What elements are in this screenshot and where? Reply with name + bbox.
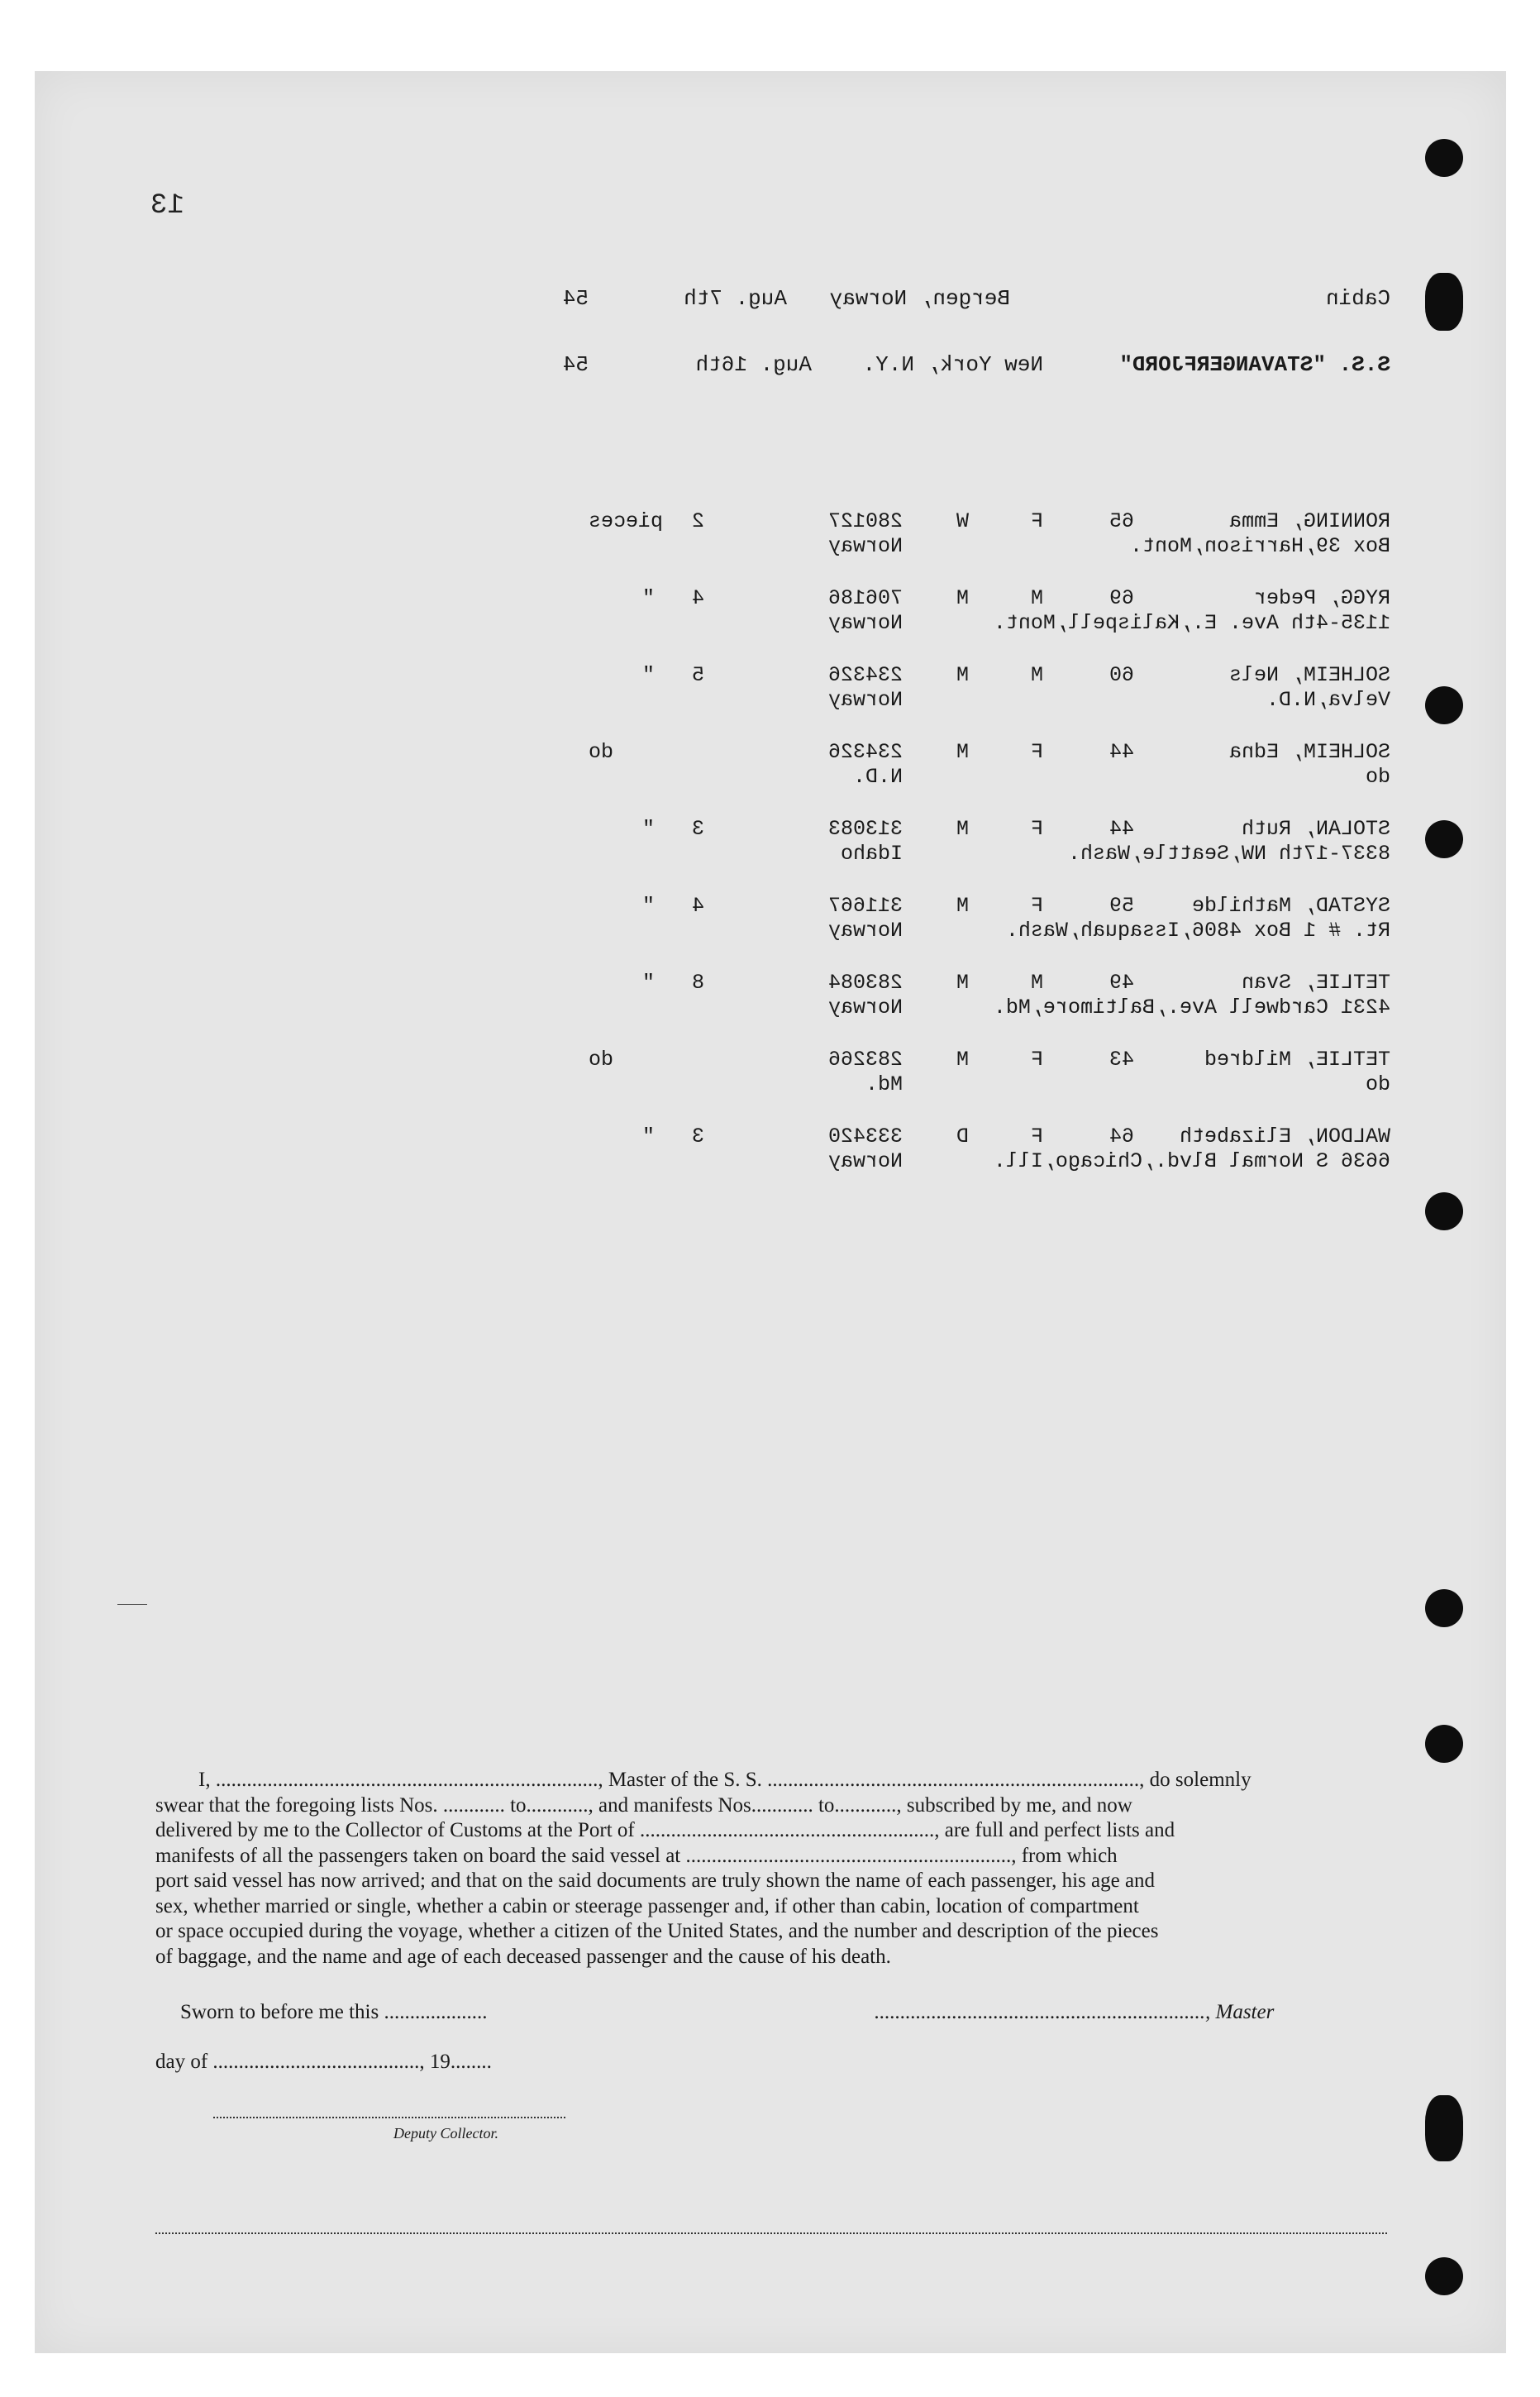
manifest-page: [35, 71, 1506, 2353]
passenger-cert: 311667: [827, 894, 903, 918]
passenger-age: 59: [1109, 894, 1134, 918]
passenger-address: do: [1365, 1072, 1390, 1096]
punch-hole: [1425, 1192, 1463, 1230]
passenger-cert: 706186: [827, 586, 903, 610]
punch-hole: [1425, 686, 1463, 724]
bottom-rule: [155, 2232, 1387, 2234]
baggage-desc: ": [641, 817, 655, 841]
passenger-row: [134, 663, 1390, 740]
passenger-status: M: [956, 971, 969, 995]
passenger-cert: 234326: [827, 663, 903, 687]
passenger-age: 69: [1109, 586, 1134, 610]
passenger-status: D: [956, 1124, 969, 1148]
passenger-address: 1135-4th Ave. E.,Kalispell,Mont.: [993, 611, 1390, 635]
passenger-address: 4231 Cardwell Ave.,Baltimore,Md.: [993, 996, 1390, 1019]
depart-port: Bergen, Norway: [829, 286, 1010, 311]
passenger-row: [134, 817, 1390, 894]
depart-year: 54: [562, 286, 589, 311]
passenger-age: 65: [1109, 509, 1134, 533]
passenger-address: Velva,N.D.: [1266, 688, 1390, 712]
passenger-place: Md.: [865, 1072, 903, 1096]
baggage-count: 4: [691, 894, 704, 918]
passenger-row: [134, 1124, 1390, 1201]
punch-hole: [1425, 139, 1463, 177]
passenger-address: 8337-17th NW,Seattle,Wash.: [1067, 842, 1390, 866]
passenger-row: [134, 586, 1390, 663]
passenger-address: Rt. # 1 Box 4806,Issaquah,Wash.: [1005, 919, 1390, 943]
passenger-status: M: [956, 740, 969, 764]
class-label: Cabin: [1325, 286, 1390, 311]
passenger-cert: 283266: [827, 1048, 903, 1072]
passenger-row: [134, 894, 1390, 971]
passenger-sex: M: [1030, 663, 1043, 687]
passenger-place: Norway: [827, 1149, 903, 1173]
passenger-place: N.D.: [852, 765, 903, 789]
passenger-status: M: [956, 586, 969, 610]
passenger-status: M: [956, 663, 969, 687]
baggage-count: 2: [691, 509, 704, 533]
passenger-age: 44: [1109, 817, 1134, 841]
passenger-cert: 333420: [827, 1124, 903, 1148]
punch-hole: [1425, 2257, 1463, 2295]
passenger-age: 43: [1109, 1048, 1134, 1072]
oath-line: or space occupied during the voyage, whether a citizen of the United States, and the number and description of the pieces: [155, 1920, 1159, 1942]
passenger-sex: M: [1030, 971, 1043, 995]
passenger-place: Norway: [827, 996, 903, 1019]
passenger-status: M: [956, 1048, 969, 1072]
oath-line: delivered by me to the Collector of Customs at the Port of ........................................................., are full and perfect lists and: [155, 1819, 1175, 1841]
page-number: 13: [150, 190, 184, 222]
day-of-line: day of ........................................, 19........: [155, 2051, 492, 2073]
oath-line: manifests of all the passengers taken on board the said vessel at ..............................................................., from which: [155, 1844, 1118, 1867]
ship-name: S.S. "STAVANGERFJORD": [1119, 352, 1390, 377]
passenger-row: [134, 1048, 1390, 1124]
arrive-date: Aug. 16th: [695, 352, 812, 377]
oath-paragraph: [155, 1768, 1393, 1970]
passenger-place: Norway: [827, 688, 903, 712]
oath-line: sex, whether married or single, whether a cabin or steerage passenger and, if other than cabin, location of compartment: [155, 1894, 1139, 1917]
master-signature-line: ................................................................, Master: [875, 2001, 1275, 2023]
passenger-name: SOLHEIM, Edna: [1228, 740, 1390, 764]
passenger-row: [134, 509, 1390, 586]
depart-date: Aug. 7th: [684, 286, 787, 311]
passenger-address: 6636 S Normal Blvd.,Chicago,Ill.: [993, 1149, 1390, 1173]
passenger-name: TETLIE, Svan: [1241, 971, 1390, 995]
passenger-cert: 280127: [827, 509, 903, 533]
passenger-status: W: [956, 509, 969, 533]
punch-hole: [1425, 273, 1463, 331]
punch-hole: [1425, 820, 1463, 858]
arrive-year: 54: [562, 352, 589, 377]
passenger-place: Norway: [827, 534, 903, 558]
passenger-age: 60: [1109, 663, 1134, 687]
passenger-name: STOLAN, Ruth: [1241, 817, 1390, 841]
passenger-place: Norway: [827, 611, 903, 635]
oath-line: port said vessel has now arrived; and that on the said documents are truly shown the name of each passenger, his age and: [155, 1869, 1156, 1892]
passenger-cert: 313083: [827, 817, 903, 841]
margin-rule: [117, 1604, 147, 1605]
passenger-place: Idaho: [840, 842, 903, 866]
baggage-desc: ": [641, 894, 655, 918]
baggage-desc: pieces: [588, 509, 663, 533]
passenger-address: Box 39,Harrison,Mont.: [1129, 534, 1390, 558]
passenger-place: Norway: [827, 919, 903, 943]
passenger-address: do: [1365, 765, 1390, 789]
punch-hole: [1425, 1725, 1463, 1763]
passenger-list: [134, 509, 1390, 1201]
baggage-count: 4: [691, 586, 704, 610]
oath-line: swear that the foregoing lists Nos. ............ to............, and manifests Nos............ to............, subscribed by me, and now: [155, 1793, 1132, 1817]
deputy-collector-label: Deputy Collector.: [393, 2125, 498, 2142]
passenger-status: M: [956, 817, 969, 841]
baggage-desc: ": [641, 663, 655, 687]
passenger-sex: F: [1030, 894, 1043, 918]
baggage-desc: do: [588, 740, 613, 764]
passenger-cert: 234326: [827, 740, 903, 764]
passenger-sex: F: [1030, 1124, 1043, 1148]
baggage-count: 8: [691, 971, 704, 995]
baggage-count: 3: [691, 817, 704, 841]
baggage-desc: ": [641, 971, 655, 995]
passenger-sex: M: [1030, 586, 1043, 610]
baggage-count: 3: [691, 1124, 704, 1148]
baggage-desc: do: [588, 1048, 613, 1072]
punch-hole: [1425, 2095, 1463, 2161]
baggage-desc: ": [641, 586, 655, 610]
passenger-name: SOLHEIM, Nels: [1228, 663, 1390, 687]
punch-hole: [1425, 1589, 1463, 1627]
sworn-line: Sworn to before me this ....................: [180, 2001, 488, 2023]
deputy-signature-rule: [213, 2117, 565, 2118]
passenger-name: RONNING, Emma: [1228, 509, 1390, 533]
passenger-row: [134, 740, 1390, 817]
passenger-cert: 283084: [827, 971, 903, 995]
passenger-name: RYGG, Peder: [1253, 586, 1390, 610]
passenger-sex: F: [1030, 740, 1043, 764]
arrive-port: New York, N.Y.: [862, 352, 1043, 377]
baggage-desc: ": [641, 1124, 655, 1148]
passenger-status: M: [956, 894, 969, 918]
passenger-name: WALDON, Elizabeth: [1179, 1124, 1390, 1148]
typed-manifest: [134, 190, 1390, 1270]
passenger-row: [134, 971, 1390, 1048]
oath-line: of baggage, and the name and age of each deceased passenger and the cause of his death.: [155, 1945, 891, 1968]
passenger-sex: F: [1030, 1048, 1043, 1072]
passenger-name: TETLIE, Mildred: [1204, 1048, 1390, 1072]
passenger-name: SYSTAD, Mathilde: [1191, 894, 1390, 918]
passenger-age: 44: [1109, 740, 1134, 764]
passenger-sex: F: [1030, 817, 1043, 841]
passenger-age: 64: [1109, 1124, 1134, 1148]
oath-line: I, .........................................................................., Master of the S. S. ........................................................................, do solemnly: [198, 1769, 1252, 1791]
passenger-sex: F: [1030, 509, 1043, 533]
baggage-count: 5: [691, 663, 704, 687]
passenger-age: 49: [1109, 971, 1134, 995]
